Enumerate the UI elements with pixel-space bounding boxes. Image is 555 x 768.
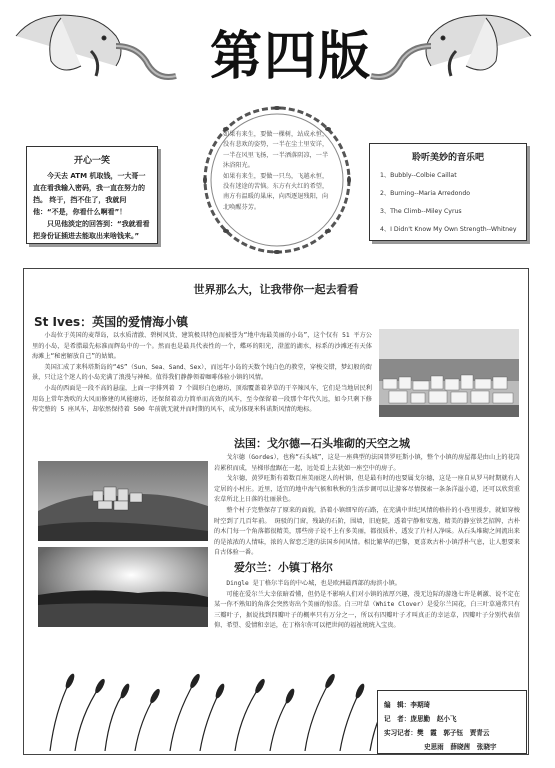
elephant-illustration-right xyxy=(366,6,541,106)
quote-line-1: 如果有来生，要做一棵树，站成永恒，没有悲欢的姿势，一半在尘土里安详，一半在风里飞扬，一半洒落阴凉，一半沐浴阳光。 xyxy=(223,131,329,170)
editor-names: 李期琦 xyxy=(410,701,431,709)
music-item: 2、Burning--Maria Arredondo xyxy=(380,190,471,197)
section-st-ives-text xyxy=(32,331,372,416)
editor-label: 编 辑： xyxy=(384,701,411,709)
music-title: 聆听美妙的音乐吧 xyxy=(411,153,484,163)
st-ives-paragraph: 小岛位于英国的麦帮岛，以水质清澈、碧树风货、建筑极具特色而被誉为“地中海最美丽的小岛”，这个仅有 51 平方公里的小岛，是希腊最先标准而辉岛中的一个。然而也是最具代表性的一个，蝶环的阳光，澄蓝的湖水，标系的沙滩还有天体海滩上“秘密解放自己”的姑娘。 xyxy=(32,332,372,361)
intern-row-2: 史思雨 薛晓茜 张晓宇 xyxy=(424,743,497,751)
st-ives-paragraph: 美国汇成了来科塔斯岛的“4S”（Sun、Sea、Sand、Sex），而远年小岛的天数个纯白色的教堂，穿梭交错，梦幻般的街景，只让这个迷人的小岛充满了浪漫与神秘。值得我们静静领着咖啡体验小镇的风情。 xyxy=(32,363,372,382)
gordes-paragraph: 戈尔德，黄罗旺斯有着数百座美丽迷人的村镇，但是最有时的也要属戈尔德，这是一座自从罗马时期就有人定居的小村庄。近里，适宜的地中海气候和秋秋的生活步调可以让游客尽情探索一条条洋溢小道，还可以欣赏重农草所北上日落的壮丽景色。 xyxy=(214,475,520,504)
intern-label: 实习记者： xyxy=(384,729,417,737)
joke-box xyxy=(26,146,158,244)
photo-hilltop-town xyxy=(38,461,208,541)
page-title: 第四版 xyxy=(209,26,372,87)
editor-box xyxy=(377,690,527,754)
joke-paragraph-1: 今天去 ATM 机取钱，一大哥一直在看我输入密码，我一直在努力的挡。 终于，挡不住了，我就问他：“不是，你看什么啊看”！ xyxy=(33,172,146,216)
reporter-label: 记 者： xyxy=(384,715,411,723)
gordes-paragraph: 整个村子完整保存了原来的面貌，沿着小镇细窄的石路，在充满中世纪风情的格扑的小巷里漫步，就如穿梭时空到了几百年前。 斑驳的门窗，残缺的石阶，围墙，旧庭院，透着宁静和安逸，精美的静室铁艺招牌，古朴的木门每一个角落都很精美，那些房子说不上有多美丽，都很质朴，透发了片村人净味。从石头堆砌之间流出来的是浓浓的人情味，浓的人留恋乏迷的法国乡间风情。相比繁华的巴黎，更喜欢古朴小镇浮朴气息，让人想要来自古体验一番。 xyxy=(214,506,520,557)
section-dingle-title: 爱尔兰：小镇丁格尔 xyxy=(234,561,333,574)
quote-oval xyxy=(195,100,360,260)
travel-heading: 世界那么大，让我带你一起去看看 xyxy=(193,283,359,296)
joke-paragraph-2: 只见他淡定的回答到：“我就看看把身份证插进去能取出来啥钱来。” xyxy=(33,220,150,240)
dingle-paragraph: Dingle 是丁格尔半岛的中心城，也是欧洲最西部的海滨小镇。 xyxy=(226,580,401,587)
photo-sunset-coast xyxy=(38,547,208,627)
section-gordes-title: 法国：戈尔德—石头堆砌的天空之城 xyxy=(234,437,410,450)
joke-title: 开心一笑 xyxy=(73,156,110,166)
st-ives-paragraph: 小岛的西面是一段不高的悬崖，上面一字排列着 7 个圆形白色磨坊，顶端覆盖着茅草的干辛辣风车，它们是当地居民利用岛上常年劲吹的大风而修建的风能磨坊，还保留着动力简单而高效的风车，至今保留着一段那个年代久远，如今只剩下修传完整的 5 座风车，却依然保持着 500 年前就无就并而时期的风车，成为体现米科诺斯风情的地标。 xyxy=(32,384,372,414)
section-st-ives-title: St Ives：英国的爱情海小镇 xyxy=(34,315,189,329)
joke-body xyxy=(27,166,157,242)
music-item: 1、Bubbly--Colbie Caillat xyxy=(380,172,457,179)
quote-text xyxy=(223,130,333,213)
wheat-illustration xyxy=(30,661,390,751)
reporter-row xyxy=(384,713,457,723)
quote-line-2: 如果有来生，要做一只鸟，飞越永恒，没有迷途的苦恼。东方有火红的希望，南方有温暖的巢床，向西逐退残阳，向北唤醒芬芳。 xyxy=(223,172,329,211)
gordes-paragraph: 戈尔德（Gordes），也称“石头城”，这是一座典型的法国普罗旺斯小镇，整个小镇的房屋都是由山上的花岗岩累积而成，呈梯形盘踞在一起，远处看上去犹如一座空中的房子。 xyxy=(214,454,520,472)
dingle-paragraph: 可能在爱尔兰大幸依暗看懂，但仍是不影响人们对小镇的浓厚兴趣，漫无边际的游逸七许是刺激、说不定在某一你不熟知的角落会突然寄出个美丽的惊喜。白三叶草（White Clover）是爱尔兰国花，白三叶草通常只有三瓣叶子，据说找到四瓣叶子的概率只有万分之一，所以有四瓣叶子才叫真正的幸运草，四瓣叶子分别代表信仰、希望、爱情和幸运，在丁格尔你可以把世间的福祉统统入宝贵。 xyxy=(214,590,520,630)
reporter-names: 庞思勤 赵小飞 xyxy=(410,715,457,723)
music-item: 4、I Didn't Know My Own Strength--Whitney xyxy=(380,226,517,233)
music-item: 3、The Climb--Miley Cyrus xyxy=(380,208,462,215)
elephant-illustration-left xyxy=(6,6,181,106)
section-dingle-text xyxy=(214,579,520,632)
music-list xyxy=(370,167,526,239)
photo-seaside-village xyxy=(379,329,519,417)
editor-row xyxy=(384,699,430,709)
intern-names-1: 樊 霞 郭子钰 贾青云 xyxy=(416,729,490,737)
section-gordes-text xyxy=(214,453,520,559)
intern-row xyxy=(384,727,490,737)
travel-panel xyxy=(23,268,529,755)
music-box xyxy=(369,143,527,241)
